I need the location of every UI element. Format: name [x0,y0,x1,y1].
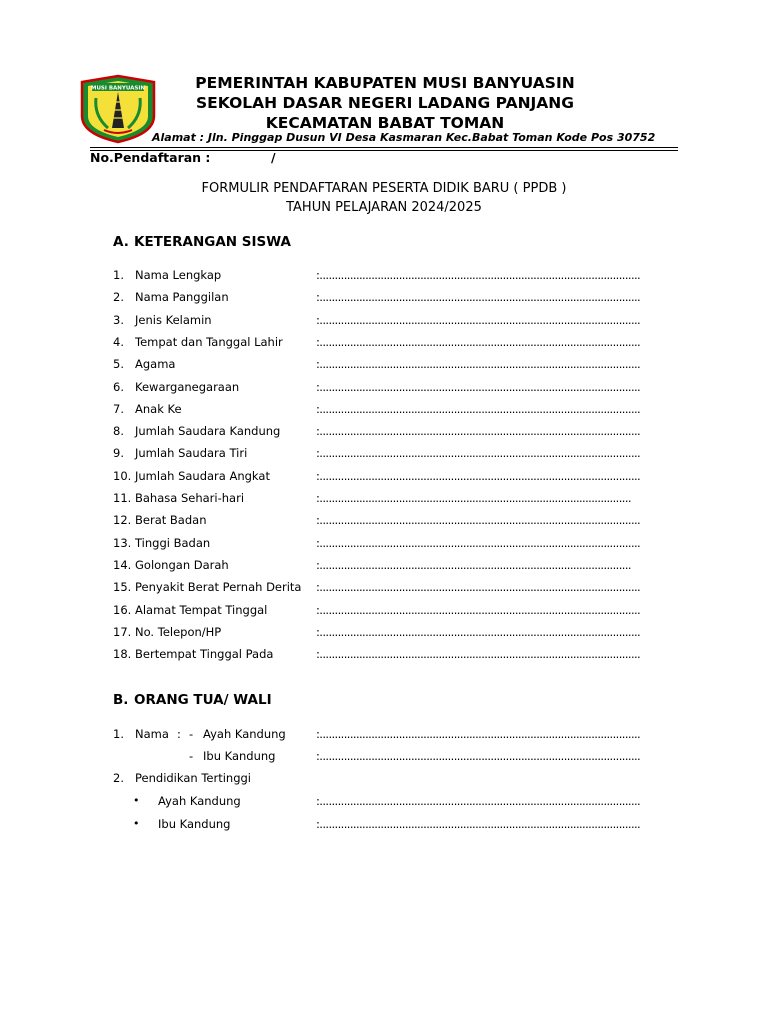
row-label: Berat Badan [135,513,207,528]
row-label: Tinggi Badan [135,535,211,550]
bullet-icon: • [133,817,140,830]
row-label: Kewarganegaraan [135,379,240,394]
student-field-row [113,357,683,375]
parent-name-father-row [113,727,683,745]
education-father-row [113,794,683,812]
row-fill-field[interactable]: :......................................................................................................... [316,268,641,282]
student-field-row [113,402,683,420]
row-number: 6. [113,379,124,394]
row-fill-field[interactable]: :......................................................................................................... [316,468,641,483]
registration-number-label: No.Pendaftaran : [90,150,211,165]
student-field-row [113,313,683,331]
row-label: Alamat Tempat Tinggal [135,602,268,617]
row-number: 12. [113,513,132,528]
row-number: 3. [113,312,124,327]
row-fill-field[interactable]: :...................................................................................................... [316,557,631,572]
education-father-field[interactable]: :......................................................................................................... [316,794,641,808]
mother-name-label: Ibu Kandung [203,749,276,763]
row-label: No. Telepon/HP [135,624,222,639]
student-field-row [113,647,683,665]
education-father-label: Ayah Kandung [158,794,241,808]
section-a-letter: A. [113,234,129,250]
school-name: SEKOLAH DASAR NEGERI LADANG PANJANG [196,94,574,112]
school-address: Alamat : Jln. Pinggap Dusun VI Desa Kasmaran Kec.Babat Toman Kode Pos 30752 [152,131,656,144]
student-field-row [113,513,683,531]
row-fill-field[interactable]: :......................................................................................................... [316,334,641,349]
row-fill-field[interactable]: :......................................................................................................... [316,357,641,372]
student-field-row [113,446,683,464]
row-fill-field[interactable]: :......................................................................................................... [316,513,641,528]
row-number: 14. [113,557,132,572]
row-number: 11. [113,491,132,505]
section-b-letter: B. [113,692,129,708]
section-b-title: ORANG TUA/ WALI [134,692,272,708]
row-fill-field[interactable]: :......................................................................................................... [316,580,641,595]
mother-name-field[interactable]: :......................................................................................................... [316,749,641,763]
row-number: 17. [113,624,132,639]
student-field-row [113,424,683,442]
row-label: Jumlah Saudara Tiri [135,446,248,461]
row-number: 7. [113,401,124,416]
row-label: Penyakit Berat Pernah Derita [135,580,302,595]
row-number: 9. [113,446,124,461]
section-a-heading [113,234,291,250]
row-fill-field[interactable]: :...................................................................................................... [316,491,631,505]
education-mother-row [113,817,683,835]
row-fill-field[interactable]: :......................................................................................................... [316,624,641,639]
father-dash: - [189,727,194,741]
row-number: 1. [113,268,124,282]
section-a-title: KETERANGAN SISWA [134,234,291,250]
row-fill-field[interactable]: :......................................................................................................... [316,535,641,550]
education-mother-label: Ibu Kandung [158,817,231,831]
logo-text: MUSI BANYUASIN [90,85,146,92]
student-field-row [113,603,683,621]
student-field-row [113,536,683,554]
parent-name-label: Nama [135,727,169,741]
header-divider [90,147,678,148]
gov-name: PEMERINTAH KABUPATEN MUSI BANYUASIN [195,74,575,92]
row-label: Golongan Darah [135,557,229,572]
row-label: Bahasa Sehari-hari [135,491,245,505]
row-label: Anak Ke [135,401,182,416]
parent-name-number: 1. [113,727,124,741]
row-label: Bertempat Tinggal Pada [135,647,274,662]
mother-dash: - [189,749,194,763]
row-fill-field[interactable]: :......................................................................................................... [316,290,641,305]
row-number: 4. [113,334,124,349]
row-label: Tempat dan Tanggal Lahir [135,334,283,349]
education-label: Pendidikan Tertinggi [135,771,251,785]
row-number: 2. [113,290,124,305]
district-name: KECAMATAN BABAT TOMAN [265,114,505,132]
row-label: Agama [135,357,176,372]
academic-year: TAHUN PELAJARAN 2024/2025 [286,200,482,215]
row-number: 13. [113,535,132,550]
student-field-row [113,580,683,598]
row-label: Jumlah Saudara Kandung [135,424,281,439]
registration-number-slash: / [271,150,276,165]
section-b-heading [113,692,272,708]
parent-name-mother-row [113,749,683,767]
father-name-field[interactable]: :......................................................................................................... [316,727,641,741]
form-title: FORMULIR PENDAFTARAN PESERTA DIDIK BARU ( PPDB ) [201,181,567,196]
student-field-row [113,268,683,286]
row-number: 10. [113,468,132,483]
row-fill-field[interactable]: :......................................................................................................... [316,312,641,327]
row-fill-field[interactable]: :......................................................................................................... [316,602,641,617]
education-row [113,771,683,789]
education-mother-field[interactable]: :......................................................................................................... [316,817,641,831]
row-fill-field[interactable]: :......................................................................................................... [316,379,641,394]
row-label: Nama Lengkap [135,268,222,282]
father-name-label: Ayah Kandung [203,727,286,741]
parent-name-colon: : [177,727,181,741]
student-field-row [113,290,683,308]
student-field-row [113,335,683,353]
row-number: 15. [113,580,132,595]
row-label: Jumlah Saudara Angkat [135,468,270,483]
education-number: 2. [113,771,124,785]
row-fill-field[interactable]: :......................................................................................................... [316,647,641,662]
row-fill-field[interactable]: :......................................................................................................... [316,424,641,439]
row-number: 18. [113,647,132,662]
student-field-row [113,558,683,576]
row-label: Jenis Kelamin [135,312,212,327]
row-number: 5. [113,357,124,372]
student-field-row [113,625,683,643]
row-number: 8. [113,424,124,439]
student-field-row [113,491,683,509]
row-label: Nama Panggilan [135,290,229,305]
student-field-row [113,469,683,487]
row-fill-field[interactable]: :......................................................................................................... [316,401,641,416]
bullet-icon: • [133,794,140,807]
row-fill-field[interactable]: :......................................................................................................... [316,446,641,461]
student-field-row [113,380,683,398]
row-number: 16. [113,602,132,617]
